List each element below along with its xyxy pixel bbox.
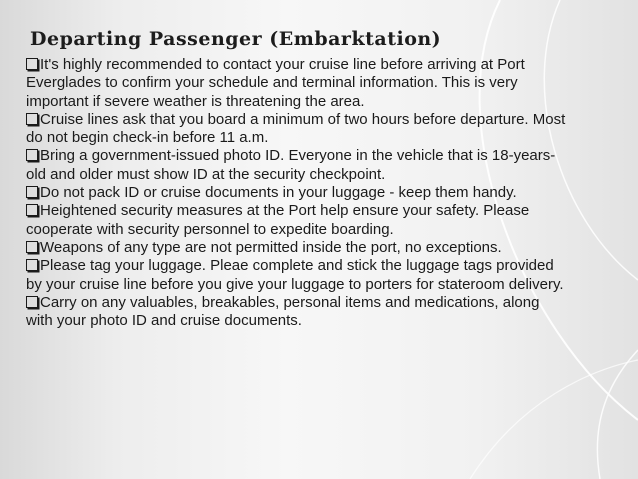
- slide-title: Departing Passenger (Embarktation): [30, 28, 442, 50]
- list-item: [26, 257, 566, 294]
- list-item: [26, 56, 566, 111]
- list-item-text: Cruise lines ask that you board a minimum of two hours before departure. Most do not begin check-in before 11 a.m.: [26, 110, 566, 147]
- checkbox-square-icon: [26, 186, 38, 198]
- list-item: [26, 202, 566, 239]
- list-item: [26, 239, 566, 257]
- list-item-text: Do not pack ID or cruise documents in your luggage - keep them handy.: [40, 184, 517, 202]
- checkbox-square-icon: [26, 113, 38, 125]
- checkbox-square-icon: [26, 58, 38, 70]
- list-item-text: Please tag your luggage. Pleae complete and stick the luggage tags provided by your cruise line before you give your luggage to porters for stateroom delivery.: [26, 257, 564, 293]
- list-item: [26, 184, 566, 202]
- checkbox-square-icon: [26, 259, 38, 271]
- checkbox-square-icon: [26, 204, 38, 216]
- slide-content: [26, 26, 566, 330]
- list-item: [26, 147, 566, 184]
- checkbox-square-icon: [26, 296, 38, 308]
- list-item-text: Heightened security measures at the Port help ensure your safety. Please cooperate with security personnel to expedite boarding.: [26, 202, 530, 238]
- list-item-text: It's highly recommended to contact your cruise line before arriving at Port Everglades to confirm your schedule and terminal information. This is very important if severe weather is threatening the area.: [26, 56, 525, 110]
- checkbox-square-icon: [26, 149, 38, 161]
- list-item-text: Bring a government-issued photo ID. Everyone in the vehicle that is 18-years-old and older must show ID at the security checkpoint.: [26, 147, 556, 183]
- bullet-list: [26, 56, 566, 330]
- list-item: [26, 294, 566, 331]
- list-item-text: Weapons of any type are not permitted inside the port, no exceptions.: [40, 238, 502, 256]
- checkbox-square-icon: [26, 241, 38, 253]
- list-item: [26, 111, 566, 148]
- list-item-text: Carry on any valuables, breakables, personal items and medications, along with your photo ID and cruise documents.: [26, 293, 540, 330]
